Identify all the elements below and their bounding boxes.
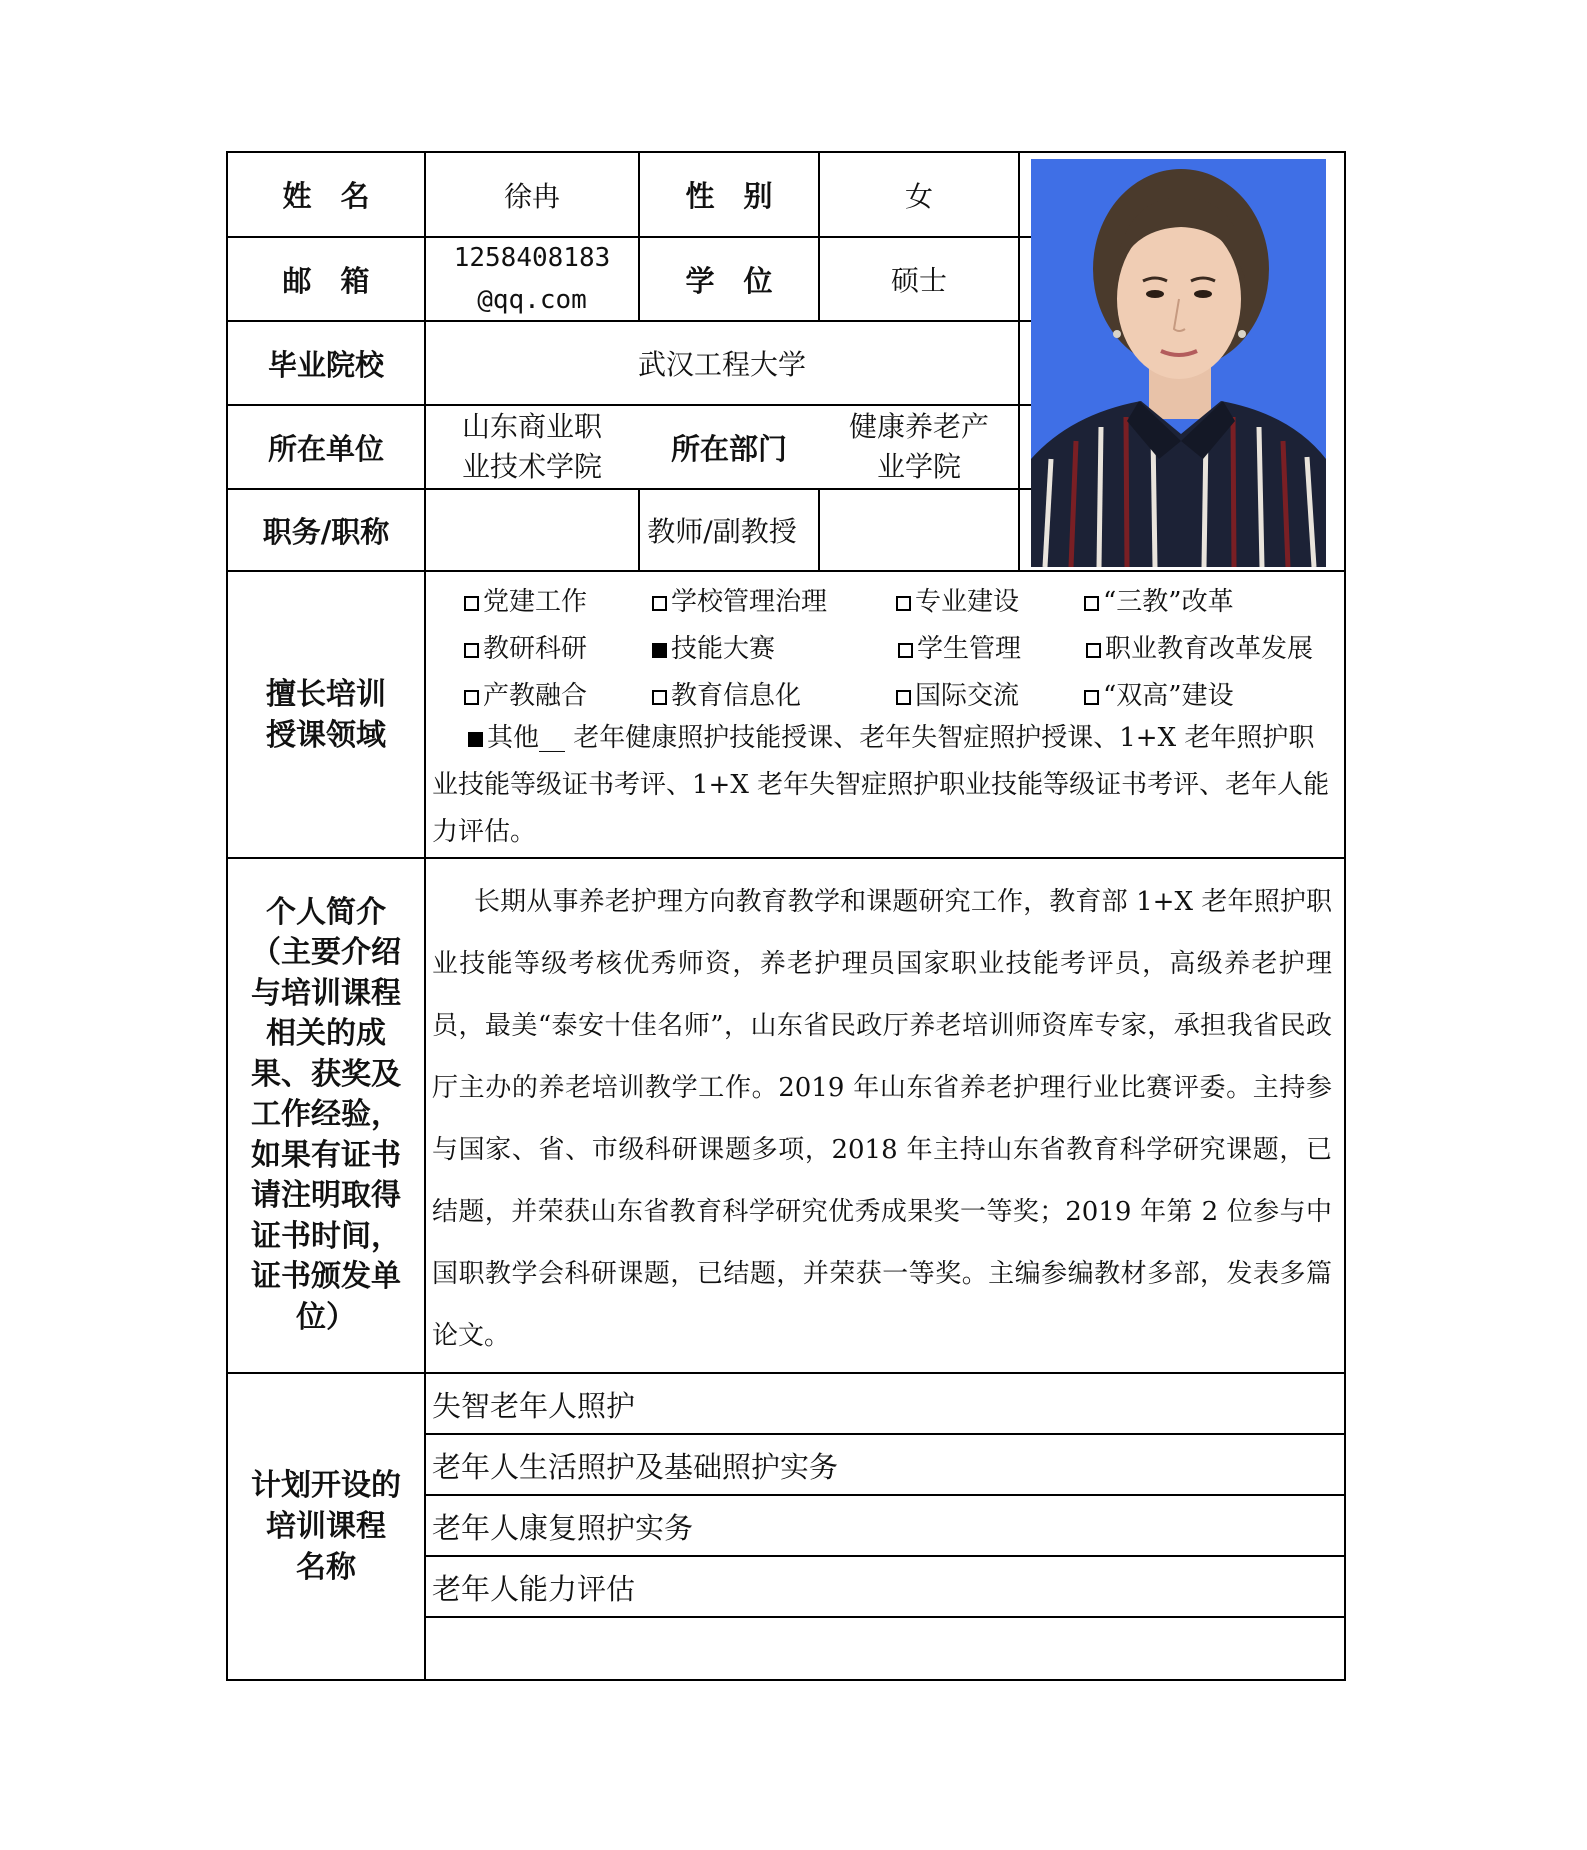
department-label: 所在部门 <box>670 431 787 466</box>
fields-other-prefix: 其他__ <box>487 723 574 753</box>
checkbox-icon[interactable] <box>1084 596 1099 611</box>
checkbox-icon[interactable] <box>898 643 913 658</box>
field-option[interactable]: 教研科研 <box>464 628 587 665</box>
gender-value: 女 <box>904 179 933 213</box>
field-option[interactable]: 职业教育改革发展 <box>1086 628 1313 665</box>
degree-label: 学 位 <box>685 263 773 298</box>
fields-other-text: 老年健康照护技能授课、老年失智症照护授课、1+X 老年照护职业技能等级证书考评、1+X 老年失智症照护职业技能等级证书考评、老年人能力评估。 <box>432 723 1330 847</box>
checkbox-checked-icon[interactable] <box>652 643 667 658</box>
name-label: 姓 名 <box>282 179 370 213</box>
checkbox-icon[interactable] <box>896 690 911 705</box>
department-value <box>820 406 1018 488</box>
checkbox-icon[interactable] <box>896 596 911 611</box>
email-label: 邮 箱 <box>282 263 370 298</box>
checkbox-icon[interactable] <box>652 596 667 611</box>
email-value-line2: @qq.com <box>477 285 587 315</box>
course-divider <box>426 1616 1344 1618</box>
checkbox-icon[interactable] <box>1086 643 1101 658</box>
school-value: 武汉工程大学 <box>637 348 806 381</box>
department-value-line2: 业学院 <box>876 450 961 483</box>
field-option[interactable]: 产教融合 <box>464 675 587 712</box>
course-item: 老年人生活照护及基础照护实务 <box>432 1450 839 1484</box>
unit-label: 所在单位 <box>267 431 384 466</box>
field-option[interactable]: 专业建设 <box>896 581 1019 618</box>
course-divider <box>426 1555 1344 1557</box>
title-value: 教师/副教授 <box>647 515 797 548</box>
field-option[interactable]: 技能大赛 <box>652 628 775 665</box>
bio-text: 长期从事养老护理方向教育教学和课题研究工作，教育部 1+X 老年照护职业技能等级考核优秀师资，养老护理员国家职业技能考评员，高级养老护理员，最美“泰安十佳名师”，山东省民政厅养老培训师资库专家，承担我省民政厅主办的养老培训教学工作。2019 年山东省养老护理行业比赛评委。主持参与国家、省、市级科研课题多项，2018 年主持山东省教育科学研究课题，已结题，并荣获山东省教育科学研究优秀成果奖一等奖；2019 年第 2 位参与中国职教学会科研课题，已结题，并荣获一等奖。主编参编教材多部，发表多篇论文。 <box>432 887 1332 1351</box>
field-option[interactable]: 学校管理治理 <box>652 581 827 618</box>
gender-label: 性 别 <box>685 179 773 213</box>
col-divider <box>1018 153 1020 572</box>
profile-table <box>226 151 1346 1681</box>
course-divider <box>426 1433 1344 1435</box>
name-value: 徐冉 <box>503 179 560 213</box>
checkbox-icon[interactable] <box>464 596 479 611</box>
unit-value-line2: 业技术学院 <box>461 450 602 483</box>
department-value-line1: 健康养老产 <box>848 410 989 443</box>
bio-label: 个人简介 （主要介绍 与培训课程 相关的成 果、获奖及 工作经验， 如果有证书 请注明取得 证书时间， 证书颁发单 位） <box>251 894 401 1335</box>
checkbox-icon[interactable] <box>1084 690 1099 705</box>
degree-value: 硕士 <box>890 264 947 297</box>
field-option[interactable]: “双高”建设 <box>1084 675 1234 712</box>
course-item: 老年人康复照护实务 <box>432 1511 694 1545</box>
field-option[interactable]: 教育信息化 <box>652 675 801 712</box>
course-item: 老年人能力评估 <box>432 1572 636 1606</box>
unit-value <box>426 406 638 488</box>
email-value <box>426 238 638 320</box>
field-option[interactable]: 党建工作 <box>464 581 587 618</box>
field-option[interactable]: 学生管理 <box>898 628 1021 665</box>
fields-label-line2: 授课领域 <box>266 717 386 753</box>
course-item: 失智老年人照护 <box>432 1389 636 1423</box>
fields-other <box>432 715 1332 856</box>
course-divider <box>426 1494 1344 1496</box>
checkbox-icon[interactable] <box>464 643 479 658</box>
checkbox-checked-icon[interactable] <box>468 732 483 747</box>
field-option[interactable]: 国际交流 <box>896 675 1019 712</box>
unit-value-line1: 山东商业职 <box>461 410 602 443</box>
title-label: 职务/职称 <box>262 514 390 549</box>
fields-label-line1: 擅长培训 <box>266 676 386 712</box>
fields-label <box>228 572 424 857</box>
checkbox-icon[interactable] <box>652 690 667 705</box>
email-value-line1: 1258408183 <box>453 243 611 273</box>
portrait-photo <box>1031 159 1326 567</box>
courses-label: 计划开设的 培训课程 名称 <box>251 1468 401 1585</box>
school-label: 毕业院校 <box>267 347 384 382</box>
field-option[interactable]: “三教”改革 <box>1084 581 1234 618</box>
portrait-illustration <box>1031 159 1326 567</box>
checkbox-icon[interactable] <box>464 690 479 705</box>
